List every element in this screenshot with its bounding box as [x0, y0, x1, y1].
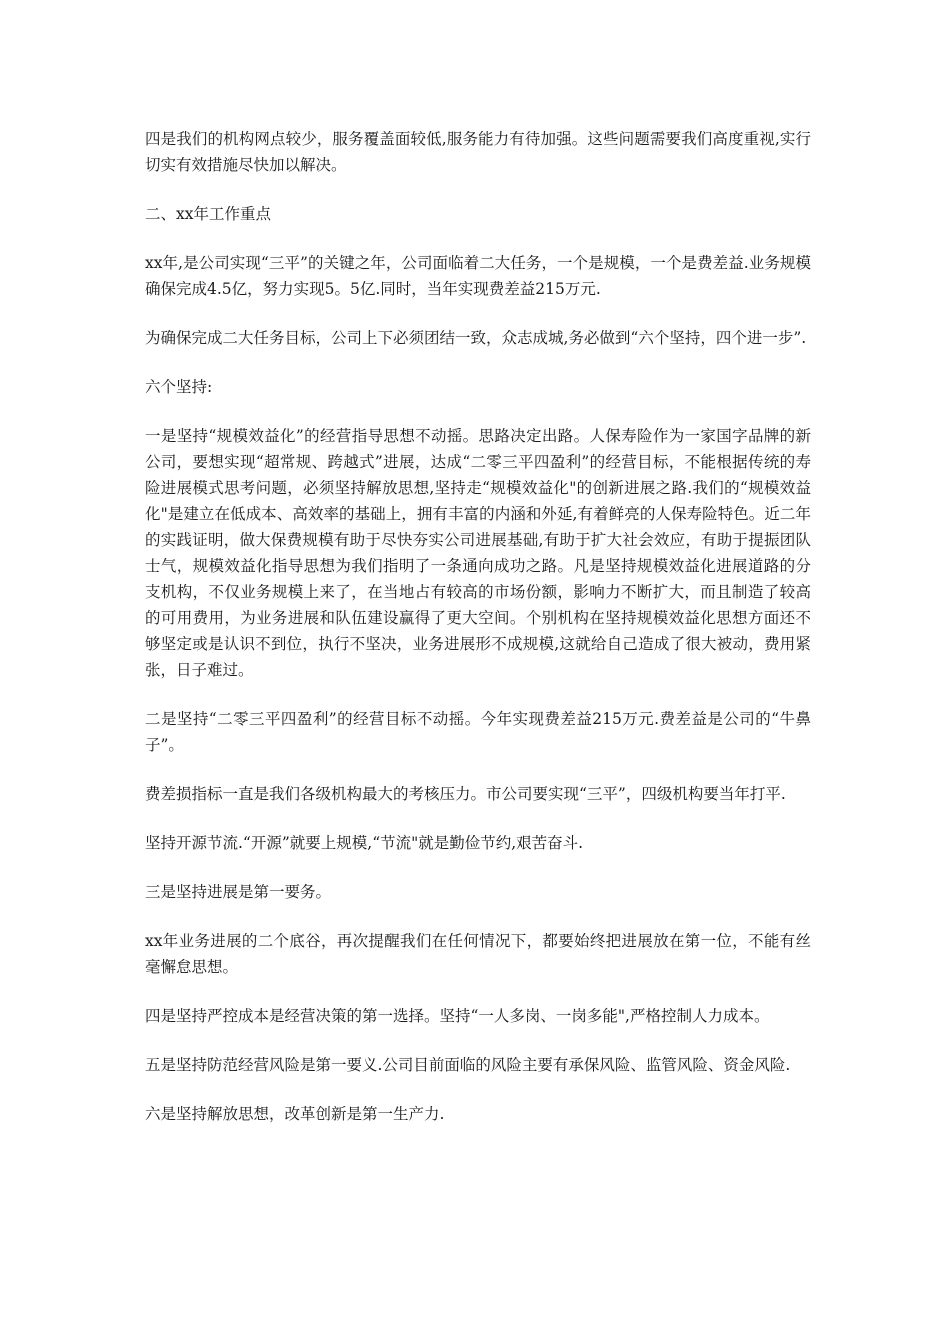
section-heading-work-focus: 二、xx年工作重点 — [145, 205, 271, 223]
paragraph-open-source-save: 坚持开源节流.“开源”就要上规模,“节流"就是勤俭节约,艰苦奋斗. — [145, 834, 584, 852]
document-body — [145, 126, 811, 1150]
paragraph-cost-pressure: 费差损指标一直是我们各级机构最大的考核压力。市公司要实现“三平”，四级机构要当年打平. — [145, 785, 786, 803]
paragraph-network-coverage: 四是我们的机构网点较少，服务覆盖面较低,服务能力有待加强。这些问题需要我们高度重视,实行切实有效措施尽快加以解决。 — [145, 130, 811, 174]
paragraph-point-six: 六是坚持解放思想，改革创新是第一生产力. — [145, 1105, 445, 1123]
paragraph-point-one: 一是坚持“规模效益化”的经营指导思想不动摇。思路决定出路。人保寿险作为一家国字品牌的新公司，要想实现“超常规、跨越式”进展，达成“二零三平四盈利”的经营目标，不能根据传统的寿险进展模式思考问题，必须坚持解放思想,坚持走“规模效益化"的创新进展之路.我们的“规模效益化"是建立在低成本、高效率的基础上，拥有丰富的内涵和外延,有着鲜亮的人保寿险特色。近二年的实践证明，做大保费规模有助于尽快夯实公司进展基础,有助于扩大社会效应，有助于提振团队士气，规模效益化指导思想为我们指明了一条通向成功之路。凡是坚持规模效益化进展道路的分支机构，不仅业务规模上来了，在当地占有较高的市场份额，影响力不断扩大，而且制造了较高的可用费用，为业务进展和队伍建设赢得了更大空间。个别机构在坚持规模效益化思想方面还不够坚定或是认识不到位，执行不坚决，业务进展形不成规模,这就给自己造成了很大被动，费用紧张，日子难过。 — [145, 427, 811, 679]
paragraph-point-two: 二是坚持“二零三平四盈利”的经营目标不动摇。今年实现费差益215万元.费差益是公司的“牛鼻子”。 — [145, 710, 811, 754]
paragraph-development-priority: xx年业务进展的二个底谷，再次提醒我们在任何情况下，都要始终把进展放在第一位，不能有丝毫懈怠思想。 — [145, 932, 811, 976]
paragraph-task-goals: 为确保完成二大任务目标，公司上下必须团结一致，众志成城,务必做到“六个坚持，四个进一步”. — [145, 329, 807, 347]
paragraph-point-five: 五是坚持防范经营风险是第一要义.公司目前面临的风险主要有承保风险、监管风险、资金风险. — [145, 1056, 791, 1074]
paragraph-point-three: 三是坚持进展是第一要务。 — [145, 883, 332, 901]
paragraph-annual-tasks: xx年,是公司实现“三平”的关键之年，公司面临着二大任务，一个是规模，一个是费差益.业务规模确保完成4.5亿，努力实现5。5亿.同时，当年实现费差益215万元. — [145, 254, 811, 298]
subheading-six-persistences: 六个坚持: — [145, 378, 213, 396]
paragraph-point-four: 四是坚持严控成本是经营决策的第一选择。坚持“一人多岗、一岗多能",严格控制人力成本。 — [145, 1007, 770, 1025]
